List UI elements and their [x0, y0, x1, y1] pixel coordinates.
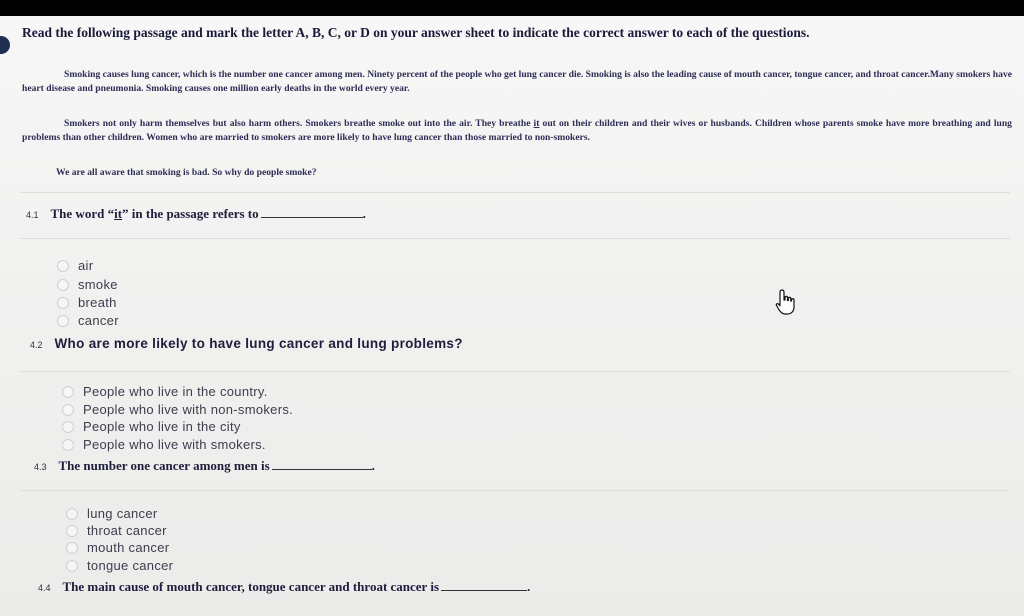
question-number: 4.3 [34, 462, 47, 472]
hand-pointer-icon [774, 288, 798, 318]
question-4-3 [34, 458, 375, 474]
page-edge-marker [0, 36, 10, 54]
question-number: 4.2 [30, 340, 43, 350]
passage-paragraph-1: Smoking causes lung cancer, which is the number one cancer among men. Ninety percent of the people who get lung cancer die. Smoking is also the leading cause of mouth cancer, tongue cancer, and throat cancer.Many smokers have heart disease and pneumonia. Smoking causes one million early deaths in the world every year. [22, 69, 1012, 94]
answer-blank [441, 580, 527, 591]
radio-button[interactable] [66, 560, 78, 572]
radio-button[interactable] [66, 542, 78, 554]
option-4-1-b[interactable]: smoke [57, 277, 118, 292]
radio-button[interactable] [57, 260, 69, 272]
question-text: The main cause of mouth cancer, tongue cancer and throat cancer is . [62, 579, 531, 594]
answer-blank [272, 459, 372, 470]
question-4-2 [30, 336, 463, 351]
question-number: 4.1 [26, 210, 39, 220]
option-4-3-c[interactable]: mouth cancer [66, 540, 169, 555]
radio-button[interactable] [57, 297, 69, 309]
radio-button[interactable] [62, 421, 74, 433]
question-text: The word “it” in the passage refers to . [50, 206, 366, 221]
option-4-3-a[interactable]: lung cancer [66, 506, 158, 521]
passage-paragraph-2: Smokers not only harm themselves but also harm others. Smokers breathe smoke out into the air. They breathe it out on their children and their wives or husbands. Children whose parents smoke have more breathing and lung problems than other children. Women who are married to smokers are more likely to have lung cancer than those married to non-smokers. [22, 118, 1012, 143]
option-4-2-c[interactable]: People who live in the city [62, 419, 241, 434]
divider [20, 371, 1010, 372]
option-4-2-d[interactable]: People who live with smokers. [62, 437, 266, 452]
question-4-1 [26, 206, 366, 222]
option-4-2-b[interactable]: People who live with non-smokers. [62, 402, 293, 417]
question-number: 4.4 [38, 583, 51, 593]
radio-button[interactable] [57, 279, 69, 291]
option-4-1-d[interactable]: cancer [57, 313, 119, 328]
radio-button[interactable] [66, 525, 78, 537]
question-text: Who are more likely to have lung cancer and lung problems? [54, 336, 463, 351]
quiz-page [0, 16, 1024, 616]
option-4-3-d[interactable]: tongue cancer [66, 558, 173, 573]
option-4-1-c[interactable]: breath [57, 295, 117, 310]
instructions-text: Read the following passage and mark the letter A, B, C, or D on your answer sheet to indicate the correct answer to each of the questions. [22, 25, 810, 40]
divider [20, 238, 1010, 239]
divider [20, 192, 1010, 193]
radio-button[interactable] [62, 386, 74, 398]
radio-button[interactable] [66, 508, 78, 520]
question-text: The number one cancer among men is . [58, 458, 375, 473]
radio-button[interactable] [62, 404, 74, 416]
option-4-1-a[interactable]: air [57, 258, 93, 273]
underlined-it: it [533, 118, 540, 129]
option-4-2-a[interactable]: People who live in the country. [62, 384, 268, 399]
divider [20, 490, 1010, 491]
radio-button[interactable] [62, 439, 74, 451]
radio-button[interactable] [57, 315, 69, 327]
answer-blank [261, 207, 363, 218]
passage-paragraph-3: We are all aware that smoking is bad. So why do people smoke? [56, 167, 317, 178]
option-4-3-b[interactable]: throat cancer [66, 523, 167, 538]
question-4-4 [38, 579, 530, 595]
